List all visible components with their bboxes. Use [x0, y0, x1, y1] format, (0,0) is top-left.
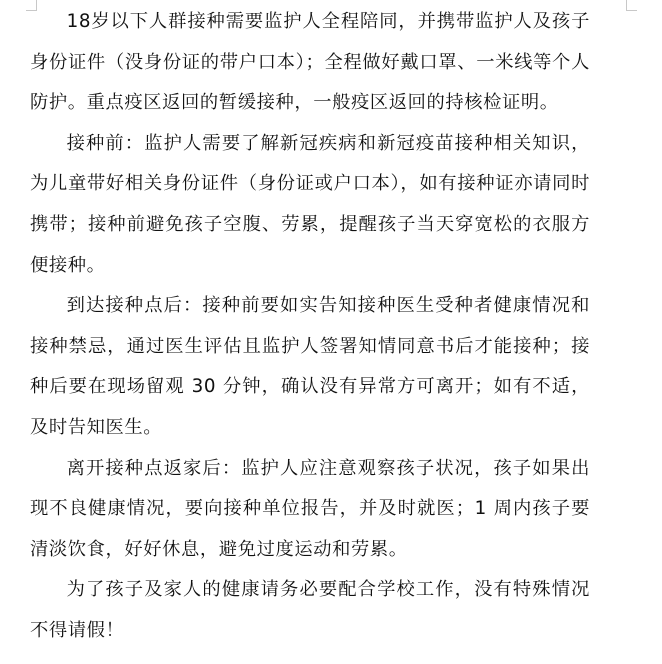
- paragraph-closing-notice: 为了孩子及家人的健康请务必要配合学校工作，没有特殊情况不得请假！: [30, 579, 590, 641]
- paragraph-at-vaccination-site: 到达接种点后：接种前要如实告知接种医生受种者健康情况和接种禁忌，通过医生评估且监护人签署知情同意书后才能接种；接种后要在现场留观 30 分钟，确认没有异常方可离开；如有不适，及时告知医生。: [30, 295, 590, 438]
- margin-corner-mark-top-right: [626, 0, 637, 11]
- paragraph-before-vaccination: 接种前：监护人需要了解新冠疾病和新冠疫苗接种相关知识，为儿童带好相关身份证件（身份证或户口本），如有接种证亦请同时携带；接种前避免孩子空腹、劳累，提醒孩子当天穿宽松的衣服方便接种。: [30, 132, 590, 276]
- document-body: [30, 2, 590, 652]
- paragraph-guardian-requirements: 18岁以下人群接种需要监护人全程陪同，并携带监护人及孩子身份证件（没身份证的带户口本）；全程做好戴口罩、一米线等个人防护。重点疫区返回的暂缓接种，一般疫区返回的持核检证明。: [30, 11, 590, 114]
- paragraph-after-returning-home: 离开接种点返家后：监护人应注意观察孩子状况，孩子如果出现不良健康情况，要向接种单位报告，并及时就医；1 周内孩子要清淡饮食，好好休息，避免过度运动和劳累。: [30, 457, 590, 560]
